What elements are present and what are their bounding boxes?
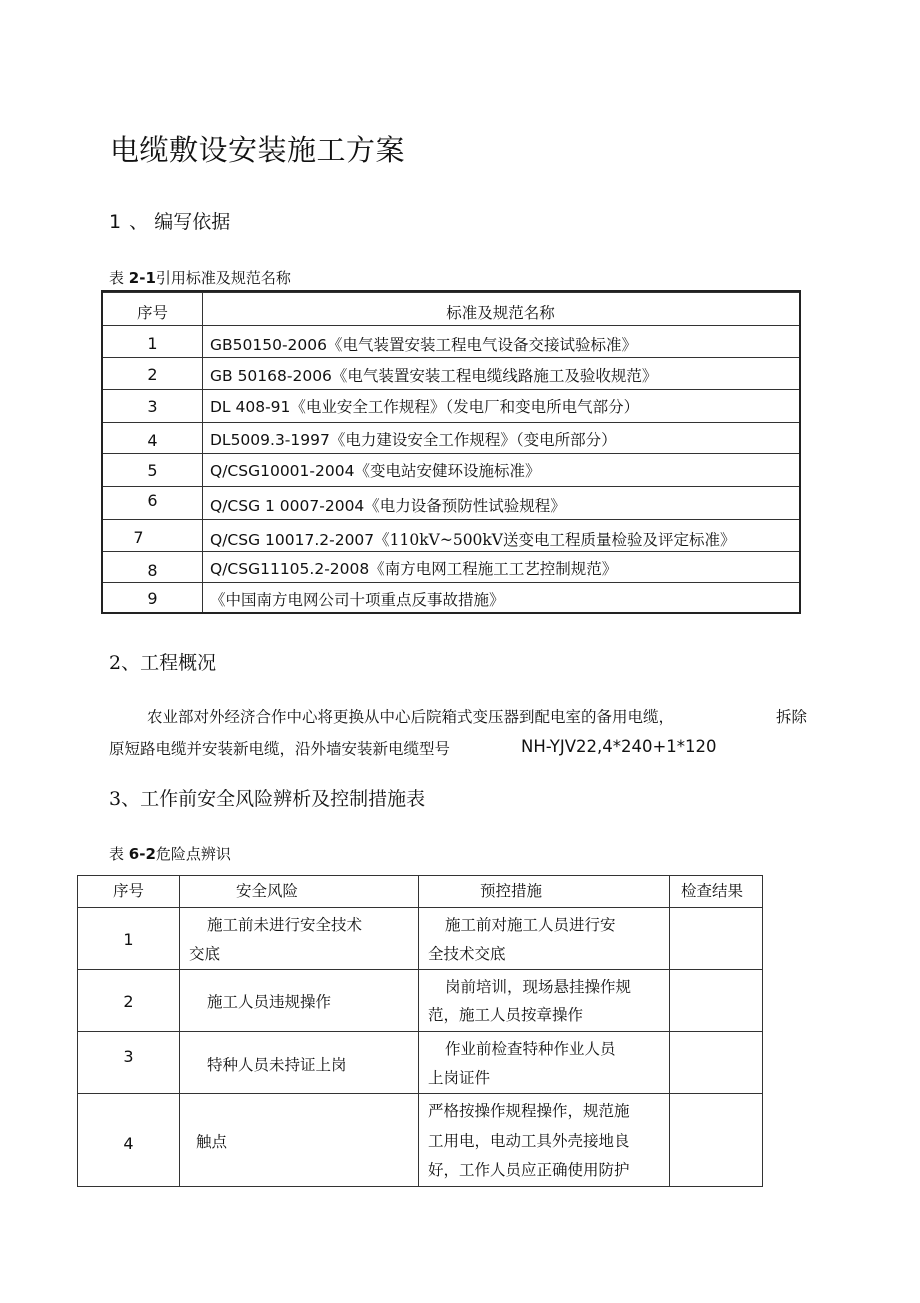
row-standard — [210, 428, 617, 450]
header-seq: 序号 — [136, 304, 168, 322]
table-2-caption-number: 6-2 — [128, 845, 156, 863]
section-3-heading: 3、工作前安全风险辨析及控制措施表 — [109, 788, 426, 810]
row-number: 1 — [123, 930, 134, 949]
measure-text: 范，施工人员按章操作 — [428, 1006, 584, 1024]
cable-model: NH-YJV22,4*240+1*120 — [521, 737, 717, 756]
measure-text: 作业前检查特种作业人员 — [445, 1040, 616, 1058]
table-row — [103, 519, 799, 552]
row-number: 2 — [147, 365, 158, 384]
row-standard — [210, 494, 566, 516]
row-standard — [210, 364, 657, 386]
section-1-text: 编写依据 — [154, 211, 231, 233]
row-number: 6 — [147, 491, 158, 510]
row-number: 8 — [147, 561, 158, 580]
table-row — [103, 582, 799, 613]
risk-text: 触点 — [196, 1133, 228, 1151]
table-divider — [78, 907, 762, 908]
row-standard — [210, 395, 639, 417]
risk-text: 交底 — [189, 945, 221, 963]
risk-text: 施工人员违规操作 — [207, 993, 332, 1011]
table-row — [103, 422, 799, 454]
risk-table — [77, 875, 763, 1187]
standard-code: Q/CSG10001-2004 — [210, 462, 355, 480]
row-number: 5 — [147, 461, 158, 480]
standard-code: Q/CSG 1 0007-2004 — [210, 497, 365, 515]
risk-text: 施工前未进行安全技术 — [207, 916, 363, 934]
row-number: 3 — [147, 397, 158, 416]
row-standard — [210, 528, 736, 550]
table-2-caption-prefix: 表 — [109, 845, 129, 863]
table-row — [103, 453, 799, 487]
standard-name: 《电力设备预防性试验规程》 — [364, 497, 566, 515]
standard-name: 《南方电网工程施工工艺控制规范》 — [369, 560, 618, 578]
table-2-caption-text: 危险点辨识 — [155, 845, 231, 863]
section-1-number: 1 — [109, 211, 122, 233]
standard-name: 《电力建设安全工作规程》（变电所部分） — [329, 431, 617, 449]
table-divider — [78, 969, 762, 970]
standard-code: DL5009.3-1997 — [210, 431, 330, 449]
row-number: 1 — [147, 334, 158, 353]
row-number: 3 — [123, 1047, 134, 1066]
table-row — [103, 486, 799, 520]
table-1-caption — [109, 267, 291, 288]
standard-name: 《电气装置安装工程电气设备交接试验标准》 — [327, 336, 638, 354]
standards-table — [101, 290, 801, 614]
risk-text: 特种人员未持证上岗 — [207, 1056, 347, 1074]
standard-code: Q/CSG 10017.2-2007 — [210, 531, 375, 549]
row-number: 2 — [123, 992, 134, 1011]
table-2-caption — [109, 843, 231, 864]
standard-name: 《中国南方电网公司十项重点反事故措施》 — [210, 591, 505, 609]
table-1-caption-text: 引用标准及规范名称 — [155, 269, 291, 287]
table-row — [103, 325, 799, 356]
table-header-row — [103, 292, 799, 326]
standard-code: Q/CSG11105.2-2008 — [210, 560, 370, 578]
table-row — [103, 389, 799, 423]
standard-code: GB50150-2006 — [210, 336, 327, 354]
measure-text: 严格按操作规程操作，规范施 — [428, 1102, 630, 1120]
row-number: 4 — [147, 431, 158, 450]
table-divider — [78, 1093, 762, 1094]
table-row — [103, 357, 799, 390]
row-number: 7 — [133, 528, 144, 547]
standard-name: 《变电站安健环设施标准》 — [354, 462, 541, 480]
section-1-heading — [109, 207, 230, 234]
header-standard-name: 标准及规范名称 — [446, 304, 555, 322]
standard-code: DL 408-91 — [210, 398, 291, 416]
row-number: 9 — [147, 589, 158, 608]
overview-line-1: 农业部对外经济合作中心将更换从中心后院箱式变压器到配电室的备用电缆， — [147, 708, 675, 726]
section-1-separator: 、 — [129, 211, 149, 233]
table-row — [103, 551, 799, 583]
measure-text: 岗前培训，现场悬挂操作规 — [445, 978, 632, 996]
row-standard — [210, 588, 505, 610]
overview-line-2: 原短路电缆并安装新电缆，沿外墙安装新电缆型号 — [109, 740, 451, 758]
measure-text: 施工前对施工人员进行安 — [445, 916, 616, 934]
standard-name: 《电业安全工作规程》（发电厂和变电所电气部分） — [290, 398, 640, 416]
table-divider — [78, 1031, 762, 1032]
overview-line-1-end: 拆除 — [776, 708, 808, 726]
header-risk: 安全风险 — [236, 882, 299, 900]
row-standard — [210, 557, 617, 579]
header-result: 检查结果 — [681, 882, 744, 900]
measure-text: 工用电，电动工具外壳接地良 — [428, 1132, 630, 1150]
measure-text: 上岗证件 — [428, 1069, 491, 1087]
header-measure: 预控措施 — [480, 882, 543, 900]
section-2-heading: 2、工程概况 — [109, 652, 217, 674]
table-1-caption-number: 2-1 — [128, 269, 156, 287]
page-title: 电缆敷设安装施工方案 — [110, 133, 406, 167]
row-standard — [210, 459, 540, 481]
measure-text: 好，工作人员应正确使用防护 — [428, 1161, 630, 1179]
standard-name: 《电气装置安装工程电缆线路施工及验收规范》 — [331, 367, 658, 385]
standard-name: 《110kV~500kV送变电工程质量检验及评定标准》 — [374, 531, 736, 549]
table-1-caption-prefix: 表 — [109, 269, 129, 287]
row-number: 4 — [123, 1134, 134, 1153]
standard-code: GB 50168-2006 — [210, 367, 332, 385]
row-standard — [210, 333, 637, 355]
measure-text: 全技术交底 — [428, 945, 506, 963]
header-seq: 序号 — [112, 882, 144, 900]
